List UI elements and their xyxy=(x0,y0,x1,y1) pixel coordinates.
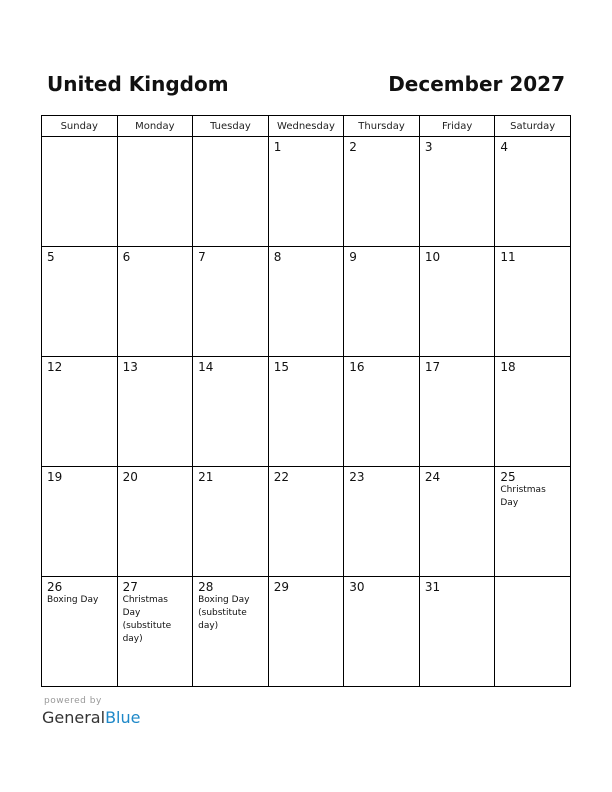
day-number: 26 xyxy=(47,580,63,594)
country-title: United Kingdom xyxy=(47,72,229,96)
weekday-monday: Monday xyxy=(117,116,193,137)
day-cell xyxy=(42,467,118,577)
day-number: 3 xyxy=(424,140,433,154)
day-cell xyxy=(344,247,420,357)
day-number xyxy=(193,137,268,140)
day-number: 8 xyxy=(273,250,282,264)
day-number: 10 xyxy=(424,250,441,264)
day-cell xyxy=(268,247,344,357)
day-cell xyxy=(344,467,420,577)
day-cell xyxy=(268,137,344,247)
week-row xyxy=(42,137,571,247)
week-row xyxy=(42,467,571,577)
week-row xyxy=(42,577,571,687)
month-year-title: December 2027 xyxy=(388,72,565,96)
weekday-thursday: Thursday xyxy=(344,116,420,137)
day-cell xyxy=(193,357,269,467)
day-cell xyxy=(344,137,420,247)
weekday-wednesday: Wednesday xyxy=(268,116,344,137)
day-number: 21 xyxy=(198,470,214,484)
day-cell xyxy=(117,137,193,247)
day-number xyxy=(118,137,193,140)
day-number: 4 xyxy=(500,140,509,154)
day-number: 5 xyxy=(47,250,55,264)
holiday-label: Boxing Day xyxy=(47,595,99,605)
day-cell xyxy=(117,247,193,357)
day-cell xyxy=(268,357,344,467)
day-cell xyxy=(42,137,118,247)
day-number xyxy=(42,137,117,140)
day-cell xyxy=(42,247,118,357)
day-number: 19 xyxy=(47,470,63,484)
day-cell xyxy=(344,577,420,687)
day-cell xyxy=(268,467,344,577)
weekday-header-row xyxy=(42,116,571,137)
day-cell xyxy=(419,467,495,577)
holiday-label: Christmas Day xyxy=(500,485,546,508)
day-number: 6 xyxy=(122,250,131,264)
day-number: 22 xyxy=(273,470,289,484)
day-number: 1 xyxy=(273,140,282,154)
day-cell xyxy=(495,467,571,577)
week-row xyxy=(42,247,571,357)
calendar-grid xyxy=(41,115,571,687)
day-number: 23 xyxy=(349,470,365,484)
day-number: 16 xyxy=(349,360,365,374)
brand-logo-part1: General xyxy=(42,708,106,727)
day-cell xyxy=(193,247,269,357)
day-number: 17 xyxy=(424,360,441,374)
day-cell xyxy=(193,467,269,577)
day-number: 18 xyxy=(500,360,516,374)
day-number: 24 xyxy=(424,470,441,484)
holiday-label: Boxing Day (substitute day) xyxy=(198,595,250,631)
day-number: 12 xyxy=(47,360,63,374)
day-cell xyxy=(268,577,344,687)
day-number: 15 xyxy=(273,360,289,374)
powered-by-text: powered by xyxy=(44,696,102,706)
day-cell xyxy=(193,577,269,687)
day-cell xyxy=(419,577,495,687)
day-number: 25 xyxy=(500,470,516,484)
week-row xyxy=(42,357,571,467)
day-cell xyxy=(495,137,571,247)
day-cell xyxy=(419,247,495,357)
day-number: 27 xyxy=(122,580,138,594)
day-number: 20 xyxy=(122,470,138,484)
day-number: 2 xyxy=(349,140,357,154)
day-number: 11 xyxy=(500,250,516,264)
brand-logo[interactable] xyxy=(42,708,140,727)
day-cell xyxy=(193,137,269,247)
weekday-sunday: Sunday xyxy=(42,116,118,137)
day-cell xyxy=(117,577,193,687)
weekday-saturday: Saturday xyxy=(495,116,571,137)
day-number: 31 xyxy=(424,580,441,594)
day-number: 29 xyxy=(273,580,289,594)
day-cell xyxy=(117,357,193,467)
day-number xyxy=(495,577,570,580)
day-cell xyxy=(419,357,495,467)
day-cell xyxy=(495,577,571,687)
day-cell xyxy=(344,357,420,467)
day-cell xyxy=(495,357,571,467)
day-number: 9 xyxy=(349,250,357,264)
day-number: 28 xyxy=(198,580,214,594)
day-number: 14 xyxy=(198,360,214,374)
day-number: 7 xyxy=(198,250,206,264)
day-number: 30 xyxy=(349,580,365,594)
day-cell xyxy=(117,467,193,577)
weekday-friday: Friday xyxy=(419,116,495,137)
brand-logo-part2: Blue xyxy=(105,708,141,727)
day-cell xyxy=(42,357,118,467)
day-number: 13 xyxy=(122,360,138,374)
holiday-label: Christmas Day (substitute day) xyxy=(122,595,172,644)
day-cell xyxy=(495,247,571,357)
day-cell xyxy=(42,577,118,687)
day-cell xyxy=(419,137,495,247)
weekday-tuesday: Tuesday xyxy=(193,116,269,137)
